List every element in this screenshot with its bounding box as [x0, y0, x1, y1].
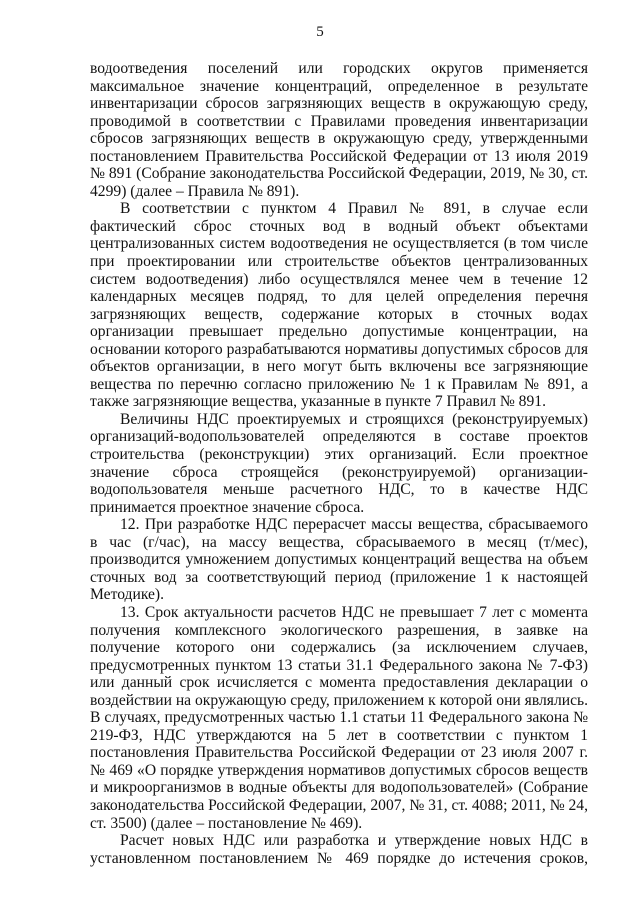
paragraph-continuation: водоотведения поселений или городских округов применяется максимальное значение концентраций, определенное в результате инвентаризации сбросов загрязняющих веществ в окружающую среду, проводимой в соответствии с Правилами проведения инвентаризации сбросов загрязняющих веществ в окружающую среду, утвержденными постановлением Правительства Российской Федерации от 13 июля 2019 № 891 (Собрание законодательства Российской Федерации, 2019, № 30, ст. 4299) (далее – Правила № 891). — [90, 60, 588, 200]
paragraph-item-13: 13. Срок актуальности расчетов НДС не превышает 7 лет с момента получения комплексного экологического разрешения, в заявке на получение которого они содержались (за исключением случаев, предусмотренных пунктом 13 статьи 31.1 Федерального закона № 7-ФЗ) или данный срок исчисляется с момента предоставления декларации о воздействии на окружающую среду, приложением к которой они являлись. В случаях, предусмотренных частью 1.1 статьи 11 Федерального закона № 219-ФЗ, НДС утверждаются на 5 лет в соответствии с пунктом 1 постановления Правительства Российской Федерации от 23 июля 2007 г. № 469 «О порядке утверждения нормативов допустимых сбросов веществ и микроорганизмов в водные объекты для водопользователей» (Собрание законодательства Российской Федерации, 2007, № 31, ст. 4088; 2011, № 24, ст. 3500) (далее – постановление № 469). — [90, 603, 589, 832]
paragraph-new-nds: Расчет новых НДС или разработка и утверждение новых НДС в установленном постановлением № 469 порядке до истечения сроков, — [90, 832, 588, 867]
paragraph-nds-projected: Величины НДС проектируемых и строящихся (реконструируемых) организаций-водопользователей определяются в составе проектов строительства (реконструкции) этих организаций. Если проектное значение сброса строящейся (реконструируемой) организации-водопользователя меньше расчетного НДС, то в качестве НДС принимается проектное значение сброса. — [90, 410, 588, 516]
document-body — [90, 60, 588, 867]
paragraph-item-12: 12. При разработке НДС перерасчет массы вещества, сбрасываемого в час (г/час), на массу вещества, сбрасываемого в месяц (т/мес), производится умножением допустимых концентраций вещества на объем сточных вод за соответствующий период (приложение 1 к настоящей Методике). — [90, 516, 588, 604]
paragraph-rule-4: В соответствии с пунктом 4 Правил № 891, в случае если фактический сброс сточных вод в водный объект объектами централизованных систем водоотведения не осуществляется (в том числе при проектировании или строительстве объектов централизованных систем водоотведения) либо осуществлялся менее чем в течение 12 календарных месяцев подряд, то для целей определения перечня загрязняющих веществ, содержание которых в сточных водах организации превышает предельно допустимые концентрации, на основании которого разрабатываются нормативы допустимых сбросов для объектов организации, в него могут быть включены все загрязняющие вещества по перечню согласно приложению № 1 к Правилам № 891, а также загрязняющие вещества, указанные в пункте 7 Правил № 891. — [90, 200, 588, 411]
page-number: 5 — [316, 24, 324, 40]
